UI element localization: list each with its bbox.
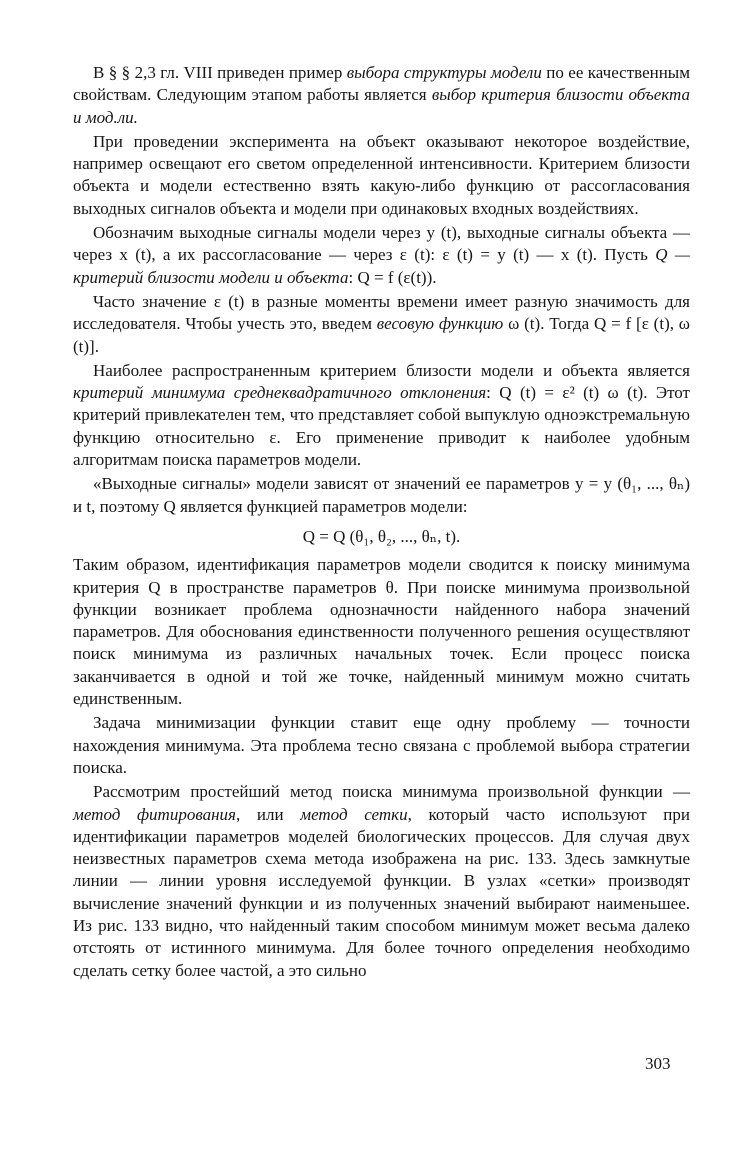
text-run: , или — [235, 804, 301, 824]
italic-term: метод фитирования — [73, 804, 236, 824]
italic-term: выбор критерия близости объекта и мод.ли. — [73, 85, 690, 127]
text-run: Рассмотрим простейший метод поиска минимума произвольной функции — — [93, 782, 690, 802]
paragraph-9 — [73, 781, 690, 982]
text-run: В § § 2,3 гл. VIII приведен пример — [93, 63, 347, 82]
text-run: по ее качественным свойствам. Следующим этапом работы является — [73, 63, 690, 105]
text-run: Обозначим выходные сигналы модели через y (t), выходные сигналы объекта — через x (t), а их рассогласование — через ε (t): ε (t) = y (t) — x (t). Пусть — [73, 223, 690, 265]
italic-term: критерий минимума среднеквадратичного отклонения — [73, 383, 487, 403]
text-run: , который часто используют при идентификации параметров моделей биологических процессов. Для случая двух неизвестных параметров схема метода изображена на рис. 133. Здесь замкнутые линии — линии уровня исследуемой функции. В узлах «сетки» производят вычисление значений функции и из полученных значений выбирают наименьшее. Из рис. 133 видно, что найденный таким способом минимум может весьма далеко отстоять от истинного минимума. Для более точного определения необходимо сделать сетку более частой, а это сильно — [73, 804, 690, 980]
page-body — [73, 62, 690, 982]
text-run: : Q = f (ε(t)). — [348, 267, 437, 287]
paragraph-8: Задача минимизации функции ставит еще одну проблему — точности нахождения минимума. Эта проблема тесно связана с проблемой выбора стратегии поиска. — [73, 713, 690, 777]
page-number: 303 — [645, 1054, 671, 1073]
text-run: : Q (t) = ε² (t) ω (t). Этот критерий привлекателен тем, что представляет собой выпуклую одноэкстремальную функцию относительно ε. Его применение приводит к наиболее удобным алгоритмам поиска параметров модели. — [73, 383, 690, 470]
italic-term: выбора структуры модели — [346, 63, 542, 82]
paragraph-5 — [73, 360, 690, 471]
paragraph-7: Таким образом, идентификация параметров модели сводится к поиску минимума критерия Q в пространстве параметров θ. При поиске минимума произвольной функции возникает проблема однозначности найденного набора значений параметров. Для обоснования единственности полученного решения осуществляют поиск минимума из различных начальных точек. Если процесс поиска заканчивается в одной и той же точке, найденный минимум можно считать единственным. — [73, 555, 690, 709]
paragraph-4 — [73, 291, 690, 358]
italic-term: метод сетки — [300, 804, 408, 824]
text-run: ω (t). Тогда Q = f [ε (t), ω (t)]. — [73, 314, 690, 356]
italic-term: весовую функцию — [376, 314, 504, 334]
paragraph-1 — [73, 62, 690, 129]
text-run: Наиболее распространенным критерием близости модели и объекта является — [93, 360, 690, 380]
italic-term: Q — критерий близости модели и объекта — [73, 245, 690, 287]
paragraph-3 — [73, 222, 690, 289]
formula: Q = Q (θ₁, θ₂, ..., θₙ, t). — [302, 526, 461, 546]
text-run: Часто значение ε (t) в разные моменты времени имеет разную значимость для исследователя. Чтобы учесть это, введем — [73, 291, 690, 334]
paragraph-6: «Выходные сигналы» модели зависят от значений ее параметров y = y (θ₁, ..., θₙ) и t, поэтому Q является функцией параметров модели: — [73, 474, 690, 516]
paragraph-2: При проведении эксперимента на объект оказывают некоторое воздействие, например освещают его светом определенной интенсивности. Критерием близости объекта и модели естественно взять какую-либо функцию от рассогласования выходных сигналов объекта и модели при одинаковых входных воздействиях. — [73, 131, 690, 218]
